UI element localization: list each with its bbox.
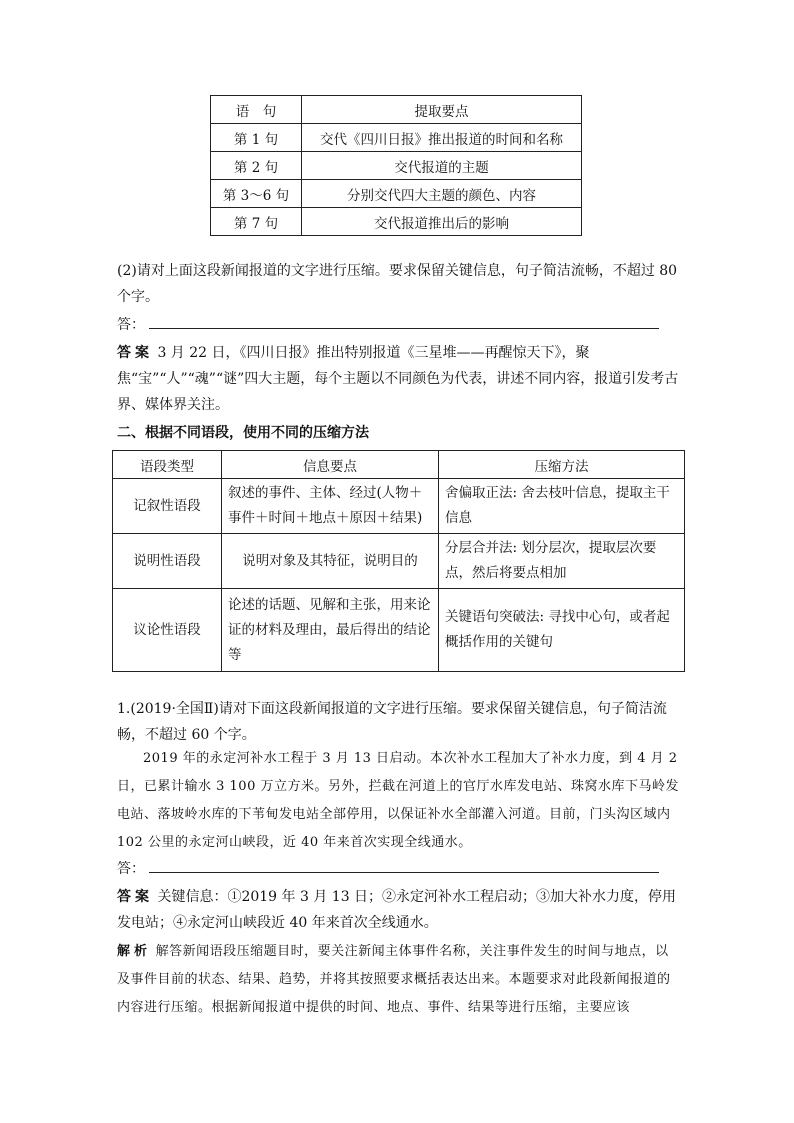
table-header-cell: 语 句 [211, 96, 302, 124]
table-cell: 第 2 句 [211, 152, 302, 180]
table-cell: 说明性语段 [113, 534, 222, 589]
table-cell: 关键语句突破法: 寻找中心句，或者起概括作用的关键句 [439, 589, 685, 672]
answer-line-row [117, 312, 682, 338]
table-cell: 交代报道推出后的影响 [302, 208, 582, 236]
answer-label: 答案 [117, 345, 153, 361]
answer-text: 关键信息：①2019 年 3 月 13 日；②永定河补水工程启动；③加大补水力度，停用发电站；④永定河山峡段近 40 年来首次全线通水。 [117, 889, 677, 931]
answer-blank [149, 314, 659, 329]
table-cell: 分层合并法: 划分层次，提取层次要点，然后将要点相加 [439, 534, 685, 589]
analysis-block [117, 938, 682, 1022]
question-2-text: (2)请对上面这段新闻报道的文字进行压缩。要求保留关键信息，句子简洁流畅，不超过 80 个字。 [117, 263, 678, 305]
answer-line-row [117, 856, 682, 882]
answer-prompt: 答： [117, 317, 145, 333]
table-cell: 第 3～6 句 [211, 180, 302, 208]
table-row [113, 479, 685, 534]
answer-block [117, 884, 682, 936]
table-row [113, 534, 685, 589]
sentence-summary-table [210, 95, 582, 236]
table-cell: 记叙性语段 [113, 479, 222, 534]
table-cell: 叙述的事件、主体、经过(人物＋事件＋时间＋地点＋原因＋结果) [222, 479, 439, 534]
answer-prompt: 答： [117, 861, 145, 877]
table-cell: 议论性语段 [113, 589, 222, 672]
table-cell: 分别交代四大主题的颜色、内容 [302, 180, 582, 208]
table-header-cell: 提取要点 [302, 96, 582, 124]
table-cell: 说明对象及其特征，说明目的 [222, 534, 439, 589]
table-cell: 第 7 句 [211, 208, 302, 236]
table-row [113, 589, 685, 672]
table-header-cell: 信息要点 [222, 451, 439, 479]
table-header-row [211, 96, 582, 124]
table-cell: 论述的话题、见解和主张，用来论证的材料及理由，最后得出的结论等 [222, 589, 439, 672]
news-passage: 2019 年的永定河补水工程于 3 月 13 日启动。本次补水工程加大了补水力度，到 4 月 2 日，已累计输水 3 100 万立方米。另外，拦截在河道上的官厅水库发电站、珠窝水库下马岭发电站、落坡岭水库的下苇甸发电站全部停用，以保证补水全部灌入河道。目前，门头沟区域内 102 公里的永定河山峡段，近 40 年来首次实现全线通水。 [117, 751, 679, 850]
answer-label: 答案 [117, 889, 153, 905]
table-row [211, 152, 582, 180]
answer-blank [149, 858, 659, 873]
table-cell: 交代报道的主题 [302, 152, 582, 180]
answer-block [117, 340, 682, 418]
table-header-cell: 压缩方法 [439, 451, 685, 479]
table-cell: 舍偏取正法: 舍去枝叶信息，提取主干信息 [439, 479, 685, 534]
analysis-label: 解析 [117, 944, 152, 959]
section-title: 二、根据不同语段，使用不同的压缩方法 [117, 425, 369, 441]
table-row [211, 180, 582, 208]
table-row [211, 124, 582, 152]
table-header-row [113, 451, 685, 479]
analysis-text: 解答新闻语段压缩题目时，要关注新闻主体事件名称，关注事件发生的时间与地点，以及事件目前的状态、结果、趋势，并将其按照要求概括表达出来。本题要求对此段新闻报道的内容进行压缩。根据新闻报道中提供的时间、地点、事件、结果等进行压缩，主要应该 [117, 944, 671, 1015]
table-cell: 第 1 句 [211, 124, 302, 152]
question-1-text: 1.(2019·全国Ⅱ)请对下面这段新闻报道的文字进行压缩。要求保留关键信息，句子简洁流畅，不超过 60 个字。 [117, 701, 667, 743]
answer-text: 3 月 22 日，《四川日报》推出特别报道《三星堆——再醒惊天下》，聚焦“宝”“人”“魂”“谜”四大主题，每个主题以不同颜色为代表，讲述不同内容，报道引发考古界、媒体界关注。 [117, 345, 679, 413]
compression-methods-table [112, 450, 685, 672]
table-header-cell: 语段类型 [113, 451, 222, 479]
table-row [211, 208, 582, 236]
table-cell: 交代《四川日报》推出报道的时间和名称 [302, 124, 582, 152]
